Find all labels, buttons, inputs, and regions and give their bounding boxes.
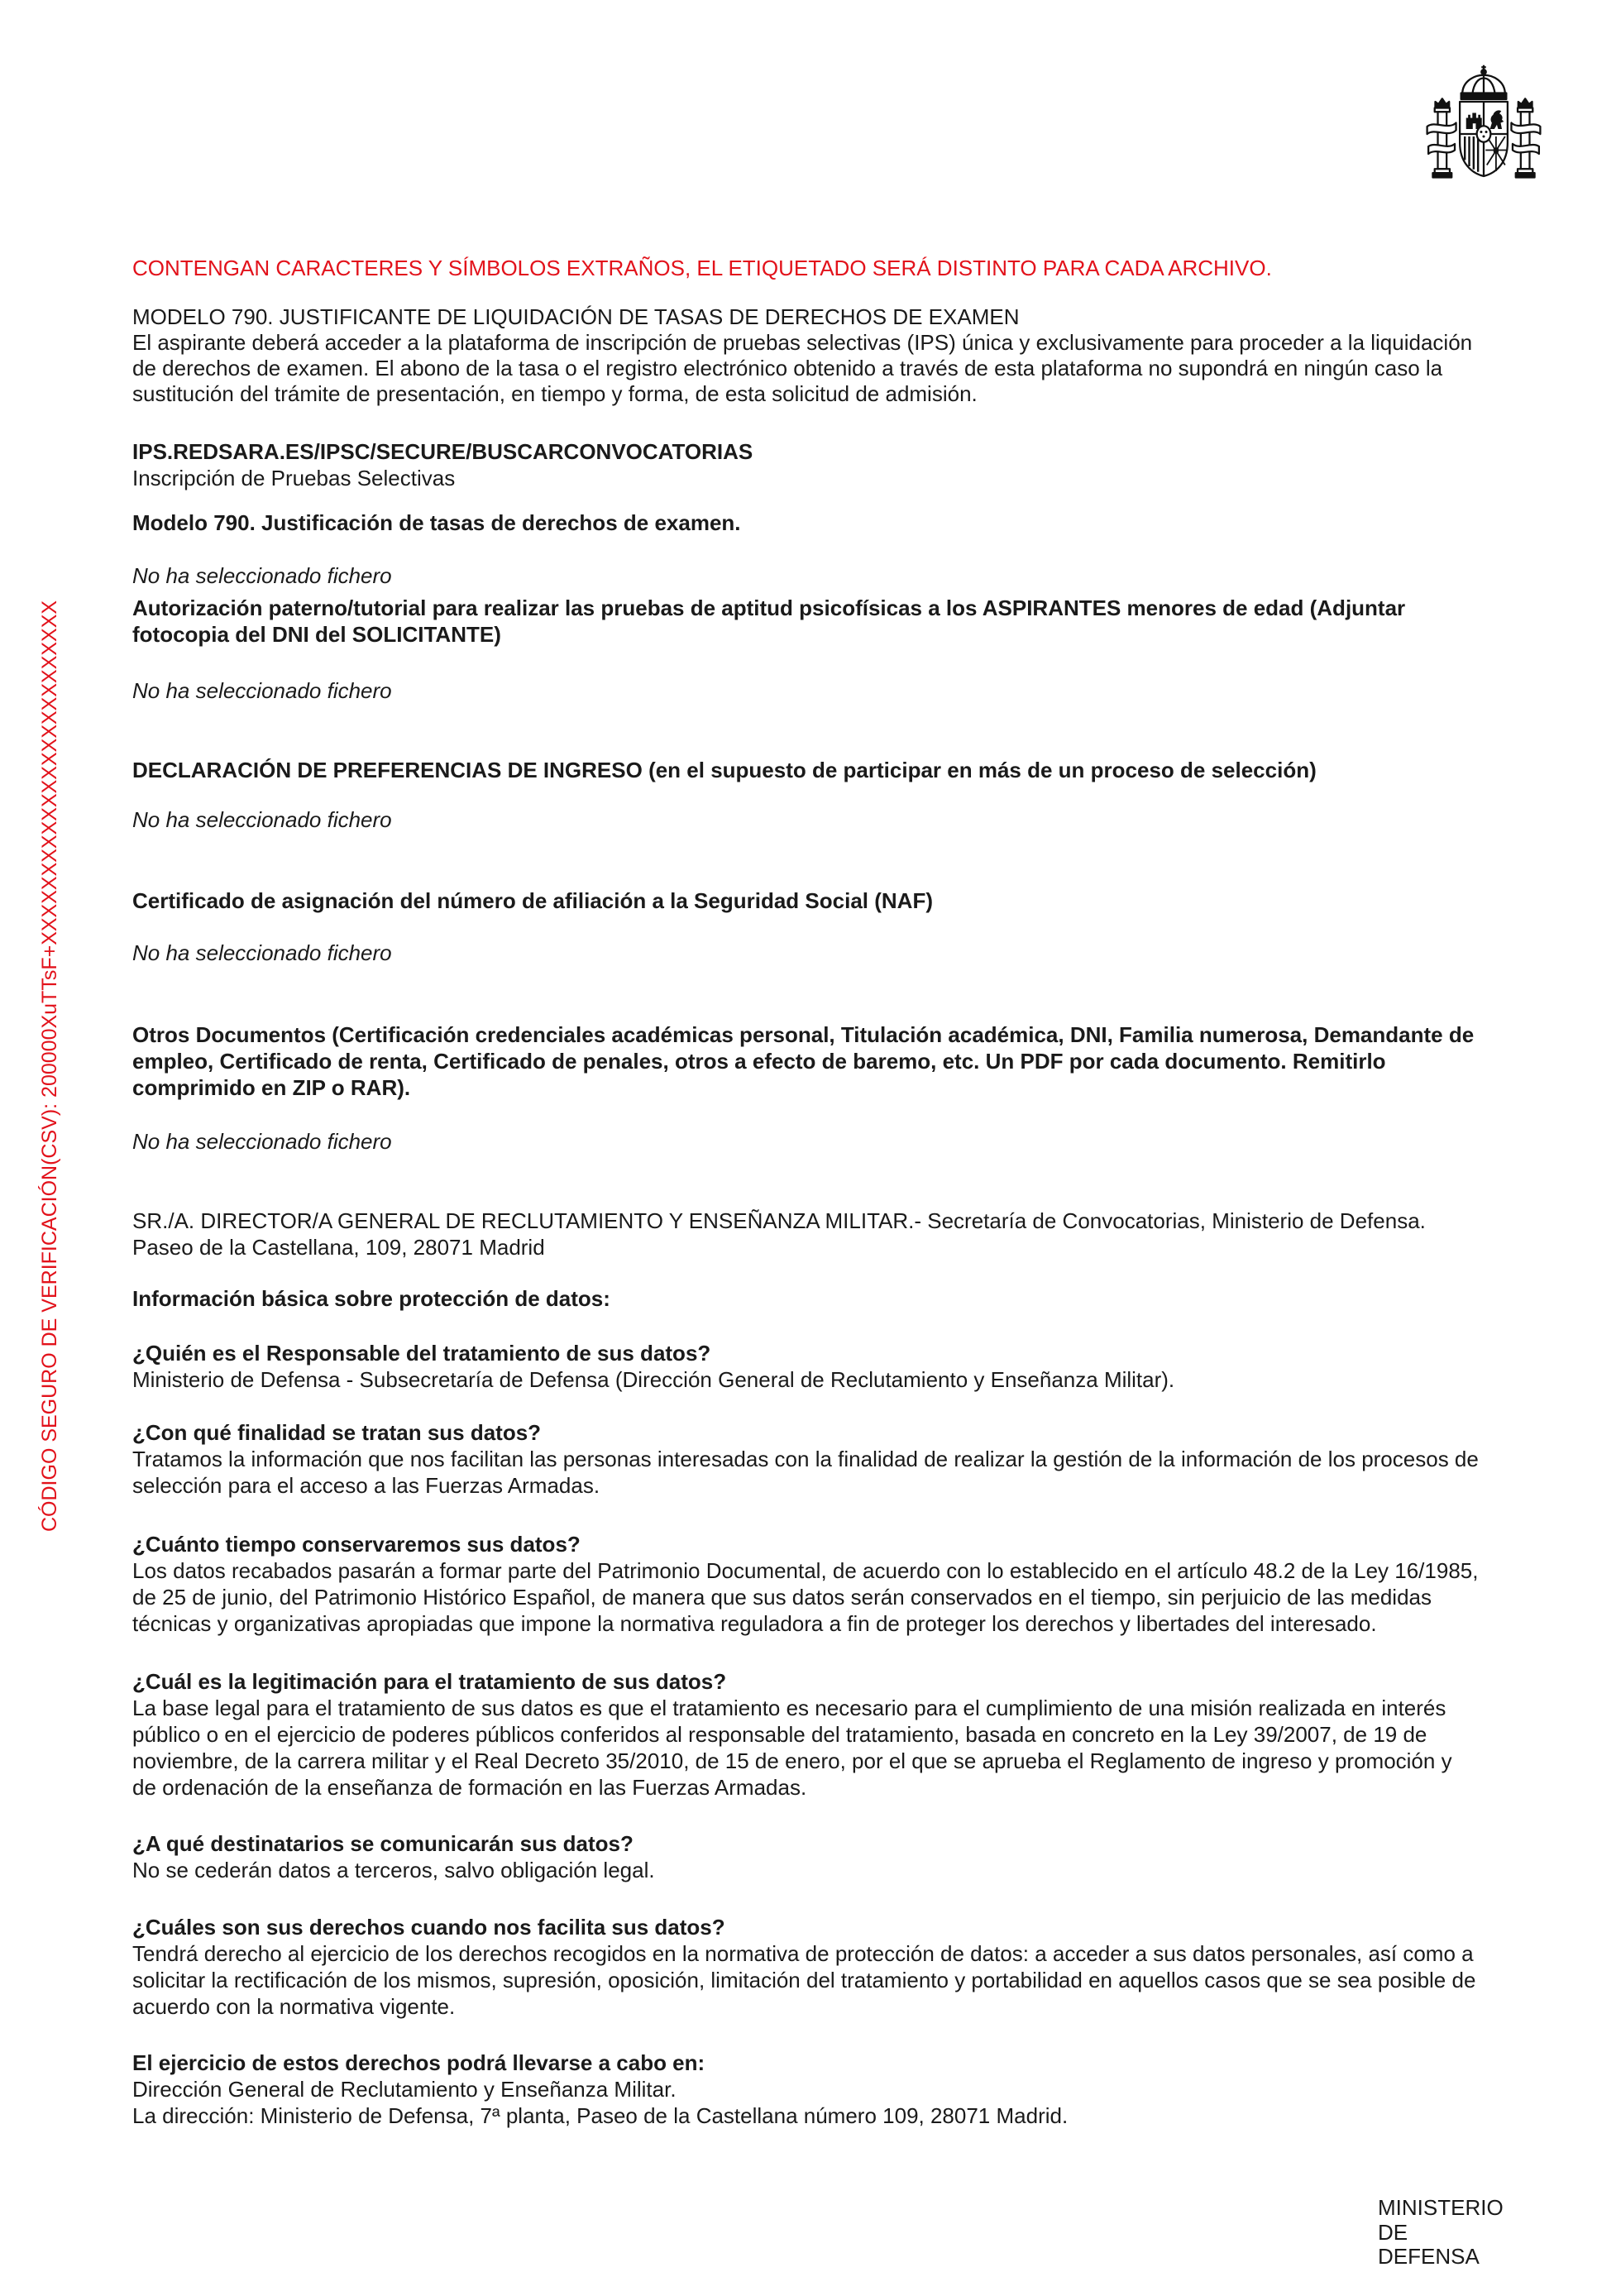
attachment-title-modelo-790	[132, 509, 741, 536]
dp-question: ¿Con qué finalidad se tratan sus datos?	[132, 1420, 542, 1445]
attachment-file-status	[132, 940, 392, 966]
dp-answer-line: No se cederán datos a terceros, salvo obligación legal.	[132, 1858, 655, 1882]
footer-line: DE	[1378, 2219, 1408, 2245]
dp-answer-line: acuerdo con la normativa vigente.	[132, 1994, 456, 2019]
dp-question: ¿Cuánto tiempo conservaremos sus datos?	[132, 1532, 581, 1557]
recipient-block	[132, 1208, 1426, 1260]
fee-title: MODELO 790. JUSTIFICANTE DE LIQUIDACIÓN DE TASAS DE DERECHOS DE EXAMEN	[132, 304, 1020, 329]
dp-section-recipients	[132, 1830, 655, 1883]
section-heading: Información básica sobre protección de datos:	[132, 1286, 610, 1311]
ips-link[interactable]: IPS.REDSARA.ES/IPSC/SECURE/BUSCARCONVOCATORIAS	[132, 439, 753, 464]
fee-block	[132, 304, 1472, 407]
dp-answer-line: Los datos recabados pasarán a formar parte del Patrimonio Documental, de acuerdo con lo establecido en el artículo 48.2 de la Ley 16/1985,	[132, 1558, 1479, 1583]
dp-question: ¿A qué destinatarios se comunicarán sus datos?	[132, 1831, 634, 1856]
dp-answer-line: Dirección General de Reclutamiento y Enseñanza Militar.	[132, 2077, 677, 2102]
dp-section-responsible	[132, 1340, 1174, 1393]
dp-answer-line: noviembre, de la carrera militar y el Real Decreto 35/2010, de 15 de enero, por el que se aprueba el Reglamento de ingreso y promoción y	[132, 1748, 1452, 1773]
file-status-text: No ha seleccionado fichero	[132, 678, 392, 703]
attachment-title-parental-authorization	[132, 595, 1405, 648]
attachment-title-line: empleo, Certificado de renta, Certificado de penales, otros a efecto de baremo, etc. Un PDF por cada documento. Remitirlo	[132, 1049, 1386, 1074]
attachment-title-line: Modelo 790. Justificación de tasas de derechos de examen.	[132, 510, 741, 535]
dp-section-exercise	[132, 2050, 1068, 2129]
footer-line: MINISTERIO	[1378, 2195, 1504, 2220]
dp-answer-line: de ordenación de la enseñanza de formación en las Fuerzas Armadas.	[132, 1775, 807, 1800]
footer-line: DEFENSA	[1378, 2244, 1480, 2269]
notice-text: CONTENGAN CARACTERES Y SÍMBOLOS EXTRAÑOS, EL ETIQUETADO SERÁ DISTINTO PARA CADA ARCHIVO.	[132, 256, 1272, 280]
attachment-file-status	[132, 677, 392, 704]
fee-paragraph-line: sustitución del trámite de presentación, en tiempo y forma, de esta solicitud de admisión.	[132, 381, 978, 406]
dp-question: ¿Cuáles son sus derechos cuando nos facilita sus datos?	[132, 1915, 725, 1940]
dp-answer-line: Tendrá derecho al ejercicio de los derechos recogidos en la normativa de protección de datos: a acceder a sus datos personales, así como a	[132, 1941, 1474, 1966]
attachment-title-line: fotocopia del DNI del SOLICITANTE)	[132, 622, 501, 647]
fee-paragraph-line: El aspirante deberá acceder a la plataforma de inscripción de pruebas selectivas (IPS) única y exclusivamente para proceder a la liquidación	[132, 330, 1473, 355]
dp-answer-line: de 25 de junio, del Patrimonio Histórico Español, de manera que sus datos serán conservados en el tiempo, sin perjuicio de las medidas	[132, 1585, 1432, 1610]
recipient-line: SR./A. DIRECTOR/A GENERAL DE RECLUTAMIENTO Y ENSEÑANZA MILITAR.- Secretaría de Convocatorias, Ministerio de Defensa.	[132, 1208, 1426, 1233]
ministry-footer	[1378, 2196, 1504, 2270]
file-status-text: No ha seleccionado fichero	[132, 563, 392, 588]
attachment-title-naf-certificate	[132, 887, 933, 914]
file-status-text: No ha seleccionado fichero	[132, 807, 392, 832]
dp-section-legitimation	[132, 1668, 1452, 1801]
dp-section-rights	[132, 1914, 1475, 2020]
dp-answer-line: solicitar la rectificación de los mismos, supresión, oposición, limitación del tratamiento y portabilidad en aquellos casos que se sea posible de	[132, 1968, 1476, 1992]
ips-block	[132, 438, 753, 491]
dp-section-retention	[132, 1531, 1478, 1637]
dp-section-purpose	[132, 1419, 1479, 1499]
fee-paragraph-line: de derechos de examen. El abono de la tasa o el registro electrónico obtenido a través de esta plataforma no supondrá en ningún caso la	[132, 356, 1443, 380]
recipient-line: Paseo de la Castellana, 109, 28071 Madrid	[132, 1235, 545, 1260]
dp-question: ¿Quién es el Responsable del tratamiento de sus datos?	[132, 1341, 711, 1366]
attachment-title-preferences	[132, 757, 1317, 783]
attachment-file-status	[132, 1128, 392, 1155]
csv-verification-code: CÓDIGO SEGURO DE VERIFICACIÓN(CSV): 200000XuTTsF+XXXXXXXXXXXXXXXXXXXXXXXXX	[38, 600, 61, 1532]
attachment-title-other-documents	[132, 1021, 1474, 1101]
data-protection-heading	[132, 1285, 610, 1312]
attachment-title-line: Autorización paterno/tutorial para realizar las pruebas de aptitud psicofísicas a los ASPIRANTES menores de edad (Adjuntar	[132, 596, 1406, 620]
dp-question: ¿Cuál es la legitimación para el tratamiento de sus datos?	[132, 1669, 727, 1694]
attachment-file-status	[132, 562, 392, 589]
dp-answer-line: Ministerio de Defensa - Subsecretaría de Defensa (Dirección General de Reclutamiento y Enseñanza Militar).	[132, 1367, 1175, 1392]
dp-answer-line: selección para el acceso a las Fuerzas Armadas.	[132, 1473, 600, 1498]
attachment-title-line: comprimido en ZIP o RAR).	[132, 1075, 411, 1100]
file-status-text: No ha seleccionado fichero	[132, 1129, 392, 1154]
file-status-text: No ha seleccionado fichero	[132, 940, 392, 965]
coat-of-arms-logo	[1421, 65, 1547, 189]
dp-question: El ejercicio de estos derechos podrá llevarse a cabo en:	[132, 2050, 705, 2075]
attachment-title-line: Otros Documentos (Certificación credenciales académicas personal, Titulación académica, DNI, Familia numerosa, Demandante de	[132, 1022, 1475, 1047]
attachment-title-line: Certificado de asignación del número de afiliación a la Seguridad Social (NAF)	[132, 888, 933, 913]
attachment-title-line: DECLARACIÓN DE PREFERENCIAS DE INGRESO (en el supuesto de participar en más de un proceso de selección)	[132, 758, 1317, 782]
ips-label: Inscripción de Pruebas Selectivas	[132, 466, 456, 490]
dp-answer-line: La dirección: Ministerio de Defensa, 7ª planta, Paseo de la Castellana número 109, 28071 Madrid.	[132, 2103, 1069, 2128]
dp-answer-line: técnicas y organizativas apropiadas que impone la normativa reguladora a fin de proteger los derechos y libertades del interesado.	[132, 1611, 1377, 1636]
notice-block	[132, 255, 1272, 281]
dp-answer-line: público o en el ejercicio de poderes públicos conferidos al responsable del tratamiento, basada en concreto en la Ley 39/2007, de 19 de	[132, 1722, 1427, 1747]
dp-answer-line: La base legal para el tratamiento de sus datos es que el tratamiento es necesario para el cumplimiento de una misión realizada en interés	[132, 1696, 1446, 1720]
attachment-file-status	[132, 806, 392, 833]
dp-answer-line: Tratamos la información que nos facilitan las personas interesadas con la finalidad de realizar la gestión de la información de los procesos de	[132, 1447, 1479, 1471]
